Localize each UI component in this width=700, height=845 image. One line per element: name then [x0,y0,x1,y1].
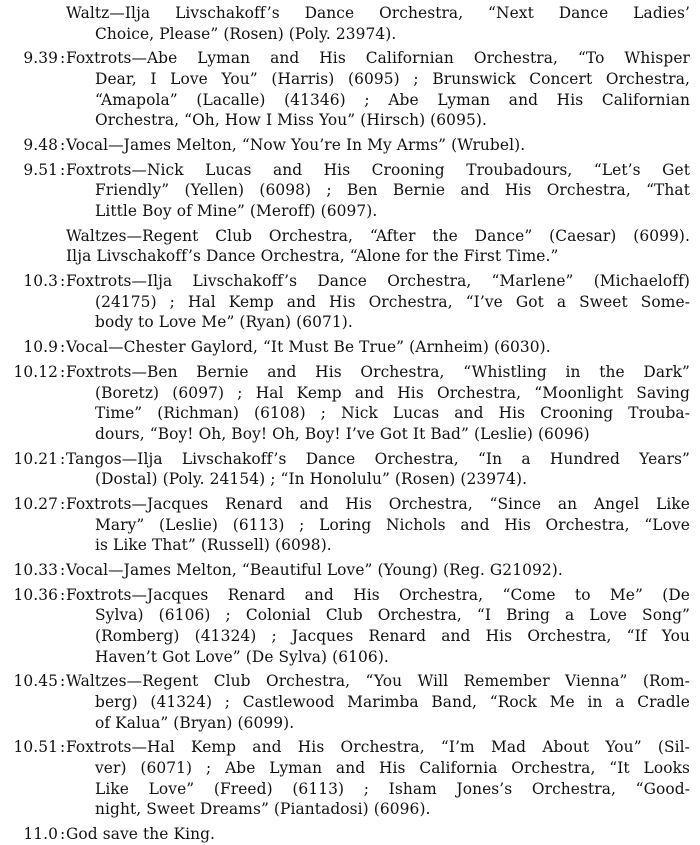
entry-time: 11.0 [23,825,58,843]
entry-time: 9.48 [23,136,58,154]
entry-text [66,226,690,267]
entry-time: 10.12 [13,363,58,381]
entry-text-line: Vocal—James Melton, “Now You’re In My Arms” (Wrubel). [66,136,526,154]
entry-time: 10.27 [13,495,58,513]
entry-text [66,362,690,444]
entry-text-line: Choice, Please” (Rosen) (Poly. 23974). [95,24,397,43]
entry-text-line: Little Boy of Mine” (Meroff) (6097). [95,201,378,220]
entry-text-line: Ilja Livschakoff’s Dance Orchestra, “Alone for the First Time.” [66,247,559,266]
entry-text-line: Waltzes—Regent Club Orchestra, “After the Dance” (Caesar) (6099). [66,226,690,245]
entry-text-line: Mary” (Leslie) (6113) ; Loring Nichols and His Orchestra, “Love [95,515,690,534]
entry-colon: : [60,495,66,513]
entry-text-line: Tangos—Ilja Livschakoff’s Dance Orchestra, “In a Hundred Years” [66,449,690,468]
entry-text [66,449,690,490]
entry-colon: : [60,272,66,291]
entry-text-line: (Romberg) (41324) ; Jacques Renard and His Orchestra, “If You [95,626,690,645]
entry-text [66,560,690,581]
entry-colon: : [60,449,66,468]
entry-colon: : [60,825,66,843]
entry-text-line: Orchestra, “Oh, How I Miss You” (Hirsch) (6095). [95,111,487,130]
entry-text-line: Foxtrots—Nick Lucas and His Crooning Troubadours, “Let’s Get [66,160,690,179]
entry-time: 10.51 [13,738,58,757]
entry-text-line: Like Love” (Freed) (6113) ; Isham Jones’s Orchestra, “Good- [95,779,690,798]
entry-time: 10.3 [23,272,58,291]
entry-text-line: night, Sweet Dreams” (Piantadosi) (6096). [95,800,431,819]
program-entry [0,48,690,130]
program-entry [0,362,690,444]
program-entry [0,824,690,845]
entry-text-line: of Kalua” (Bryan) (6099). [95,713,295,732]
program-entry [0,737,690,819]
program-entry [0,271,690,333]
entry-text-line: Waltz—Ilja Livschakoff’s Dance Orchestra, “Next Dance Ladies’ [66,4,690,22]
program-entry [0,494,690,556]
entry-text [66,135,690,156]
entry-text-line: Time” (Richman) (6108) ; Nick Lucas and His Crooning Trouba- [95,404,690,423]
entry-text-line: Sylva) (6106) ; Colonial Club Orchestra, “I Bring a Love Song” [95,606,690,625]
entry-text-line: (Dostal) (Poly. 24154) ; “In Honolulu” (Rosen) (23974). [95,470,528,489]
entry-time: 9.51 [23,160,58,179]
entry-colon: : [60,672,66,691]
entry-text-line: ver) (6071) ; Abe Lyman and His California Orchestra, “It Looks [95,758,690,777]
entry-text-line: (24175) ; Hal Kemp and His Orchestra, “I’ve Got a Sweet Some- [95,292,690,311]
entry-time: 10.21 [13,449,58,468]
entry-text-line: Foxtrots—Ben Bernie and His Orchestra, “Whistling in the Dark” [66,363,690,381]
program-entry [0,449,690,490]
program-entry [0,160,690,222]
entry-text-line: God save the King. [66,825,216,843]
entry-text-line: body to Love Me” (Ryan) (6071). [95,313,353,332]
entry-colon: : [60,585,66,604]
entry-time: 10.9 [23,338,58,357]
entry-text [66,160,690,222]
entry-colon: : [60,363,66,381]
entry-text [66,494,690,556]
program-entry [0,585,690,667]
entry-text [66,671,690,733]
program-entry [0,337,690,358]
entry-text [66,824,690,845]
program-entry [0,3,690,44]
program-entry [0,560,690,581]
entry-colon: : [60,738,66,757]
entry-time: 10.33 [13,561,58,579]
entry-time: 10.36 [13,585,58,604]
entry-text-line: Foxtrots—Abe Lyman and His Californian Orchestra, “To Whisper [66,49,690,68]
entry-colon: : [60,338,66,357]
entry-text [66,585,690,667]
entry-colon: : [60,136,66,154]
entry-text-line: dours, “Boy! Oh, Boy! Oh, Boy! I’ve Got It Bad” (Leslie) (6096) [95,424,590,443]
entry-text-line: Vocal—James Melton, “Beautiful Love” (Young) (Reg. G21092). [66,561,563,579]
entry-text-line: Dear, I Love You” (Harris) (6095) ; Brunswick Concert Orchestra, [95,69,690,88]
entry-colon: : [60,49,66,68]
entry-text-line: “Amapola” (Lacalle) (41346) ; Abe Lyman and His Californian [95,90,690,109]
entry-text [66,737,690,819]
program-entry [0,671,690,733]
entry-text [66,3,690,44]
entry-time: 10.45 [13,672,58,691]
entry-text-line: Waltzes—Regent Club Orchestra, “You Will Remember Vienna” (Rom- [66,672,690,691]
entry-text-line: Foxtrots—Ilja Livschakoff’s Dance Orchestra, “Marlene” (Michaeloff) [66,272,690,291]
entry-time: 9.39 [23,49,58,68]
entry-text [66,48,690,130]
entry-text [66,271,690,333]
entry-text-line: Foxtrots—Hal Kemp and His Orchestra, “I’m Mad About You” (Sil- [66,738,690,757]
program-entry [0,226,690,267]
entry-text-line: Vocal—Chester Gaylord, “It Must Be True” (Arnheim) (6030). [66,338,551,357]
entry-text-line: (Boretz) (6097) ; Hal Kemp and His Orchestra, “Moonlight Saving [95,383,690,402]
entry-text-line: Friendly” (Yellen) (6098) ; Ben Bernie and His Orchestra, “That [95,181,690,200]
entry-text-line: is Like That” (Russell) (6098). [95,536,332,555]
entry-colon: : [60,561,66,579]
entry-text-line: Foxtrots—Jacques Renard and His Orchestra, “Since an Angel Like [66,495,690,513]
entry-text-line: Foxtrots—Jacques Renard and His Orchestra, “Come to Me” (De [66,585,690,604]
entry-colon: : [60,160,66,179]
entry-text [66,337,690,358]
program-entry [0,135,690,156]
entry-text-line: Haven’t Got Love” (De Sylva) (6106). [95,647,389,666]
entry-text-line: berg) (41324) ; Castlewood Marimba Band, “Rock Me in a Cradle [95,692,690,711]
